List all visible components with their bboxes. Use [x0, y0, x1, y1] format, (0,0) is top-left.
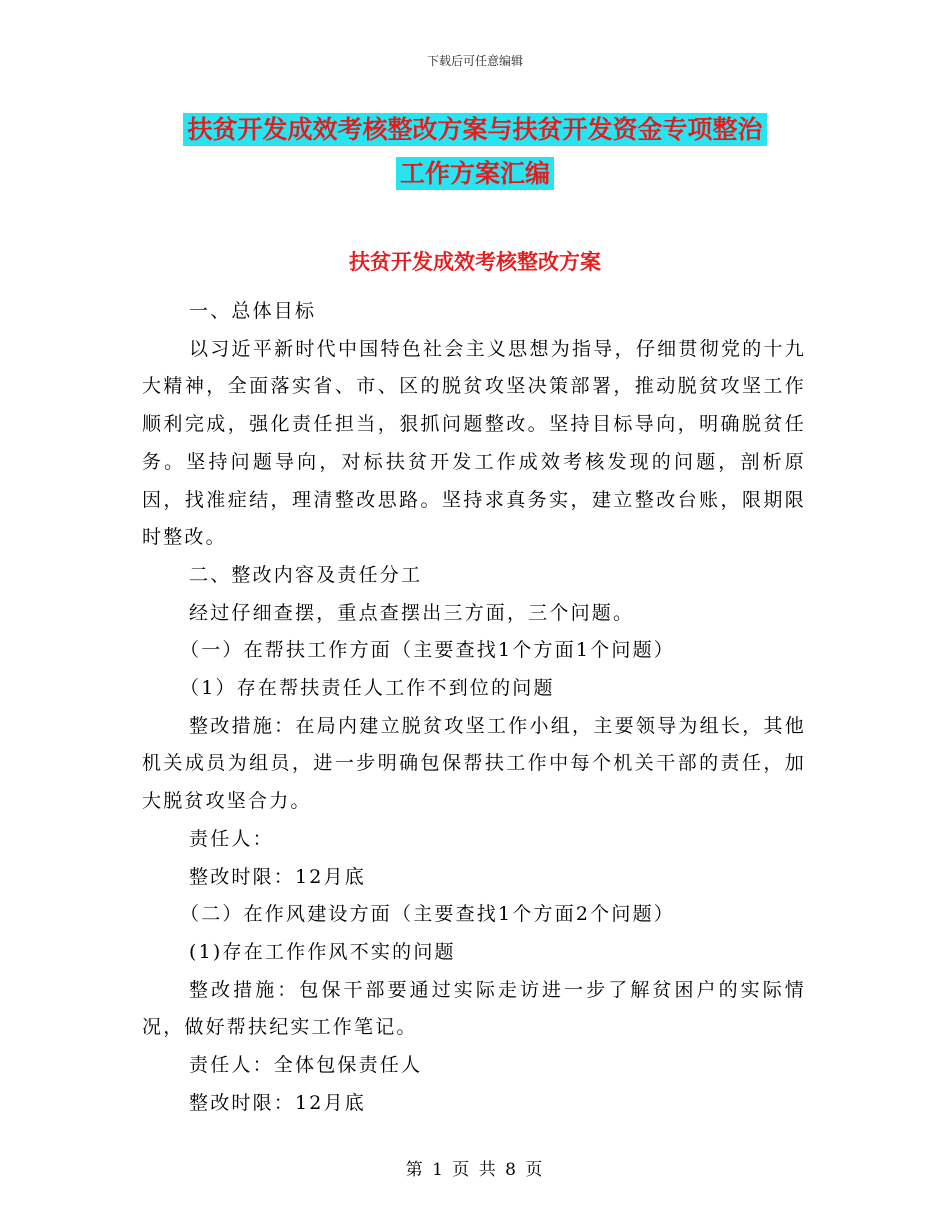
document-body [142, 293, 806, 1122]
deadline-1: 整改时限：12月底 [189, 865, 366, 888]
responsible-person-1: 责任人： [189, 827, 274, 850]
page-number-footer: 第 1 页 共 8 页 [405, 1160, 545, 1180]
heading-overall-goal: 一、总体目标 [189, 300, 317, 322]
document-title-line-2 [0, 154, 950, 194]
paragraph-review-summary: 经过仔细查摆，重点查摆出三方面，三个问题。 [189, 601, 635, 624]
measures-2: 整改措施：包保干部要通过实际走访进一步了解贫困户的实际情况，做好帮扶纪实工作笔记。 [142, 978, 806, 1039]
heading-rectification-content: 二、整改内容及责任分工 [189, 563, 423, 586]
heading-work-style: （二）在作风建设方面（主要查找1个方面2个问题） [180, 903, 675, 926]
heading-assistance-work: （一）在帮扶工作方面（主要查找1个方面1个问题） [180, 639, 675, 662]
document-title-line-2-text: 工作方案汇编 [396, 157, 554, 190]
deadline-2: 整改时限：12月底 [189, 1091, 366, 1114]
document-title-line-1 [0, 110, 950, 150]
page-header-note: 下载后可任意编辑 [426, 54, 523, 68]
section-subtitle: 扶贫开发成效考核整改方案 [349, 249, 601, 274]
issue-1-work-style: (1)存在工作作风不实的问题 [189, 940, 456, 963]
issue-1-assistance: （1）存在帮扶责任人工作不到位的问题 [180, 677, 555, 700]
responsible-person-2: 责任人：全体包保责任人 [189, 1054, 423, 1077]
document-title-line-1-text: 扶贫开发成效考核整改方案与扶贫开发资金专项整治 [183, 113, 766, 146]
paragraph-overall-goal: 以习近平新时代中国特色社会主义思想为指导，仔细贯彻党的十九大精神，全面落实省、市、区的脱贫攻坚决策部署，推动脱贫攻坚工作顺利完成，强化责任担当，狠抓问题整改。坚持目标导向，明确脱贫任务。坚持问题导向，对标扶贫开发工作成效考核发现的问题，剖析原因，找准症结，理清整改思路。坚持求真务实，建立整改台账，限期限时整改。 [142, 337, 806, 549]
measures-1: 整改措施：在局内建立脱贫攻坚工作小组，主要领导为组长，其他机关成员为组员，进一步明确包保帮扶工作中每个机关干部的责任，加大脱贫攻坚合力。 [142, 714, 806, 813]
